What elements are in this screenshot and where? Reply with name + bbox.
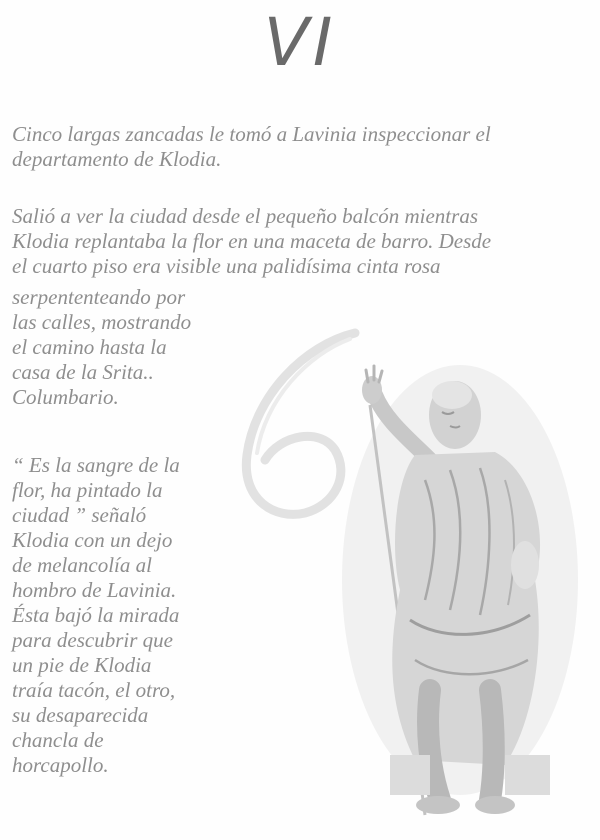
- paragraph-2: [12, 204, 587, 279]
- paragraph-line: Cinco largas zancadas le tomó a Lavinia inspeccionar el: [12, 122, 491, 146]
- paragraph-line: casa de la Srita..: [12, 360, 154, 384]
- seated-figure-illustration: [330, 360, 580, 820]
- paragraph-line: ciudad ” señaló: [12, 503, 147, 527]
- paragraph-line: “ Es la sangre de la: [12, 453, 180, 477]
- paragraph-3: [12, 453, 227, 778]
- paragraph-line: horcapollo.: [12, 753, 109, 777]
- paragraph-2-continued: [12, 285, 272, 410]
- paragraph-line: las calles, mostrando: [12, 310, 192, 334]
- paragraph-line: departamento de Klodia.: [12, 147, 222, 171]
- paragraph-line: chancla de: [12, 728, 104, 752]
- paragraph-line: para descubrir que: [12, 628, 173, 652]
- paragraph-line: Columbario.: [12, 385, 119, 409]
- paragraph-line: Klodia con un dejo: [12, 528, 173, 552]
- paragraph-1: [12, 122, 587, 172]
- paragraph-line: Ésta bajó la mirada: [12, 603, 180, 627]
- paragraph-line: el cuarto piso era visible una palidísima cinta rosa: [12, 254, 441, 278]
- paragraph-line: el camino hasta la: [12, 335, 167, 359]
- paragraph-line: Salió a ver la ciudad desde el pequeño balcón mientras: [12, 204, 478, 228]
- chapter-title: VI: [263, 4, 337, 81]
- paragraph-line: Klodia replantaba la flor en una maceta de barro. Desde: [12, 229, 492, 253]
- paragraph-line: su desaparecida: [12, 703, 149, 727]
- paragraph-line: hombro de Lavinia.: [12, 578, 177, 602]
- paragraph-line: serpententeando por: [12, 285, 186, 309]
- paragraph-line: un pie de Klodia: [12, 653, 152, 677]
- paragraph-line: traía tacón, el otro,: [12, 678, 176, 702]
- paragraph-line: de melancolía al: [12, 553, 152, 577]
- paragraph-line: flor, ha pintado la: [12, 478, 163, 502]
